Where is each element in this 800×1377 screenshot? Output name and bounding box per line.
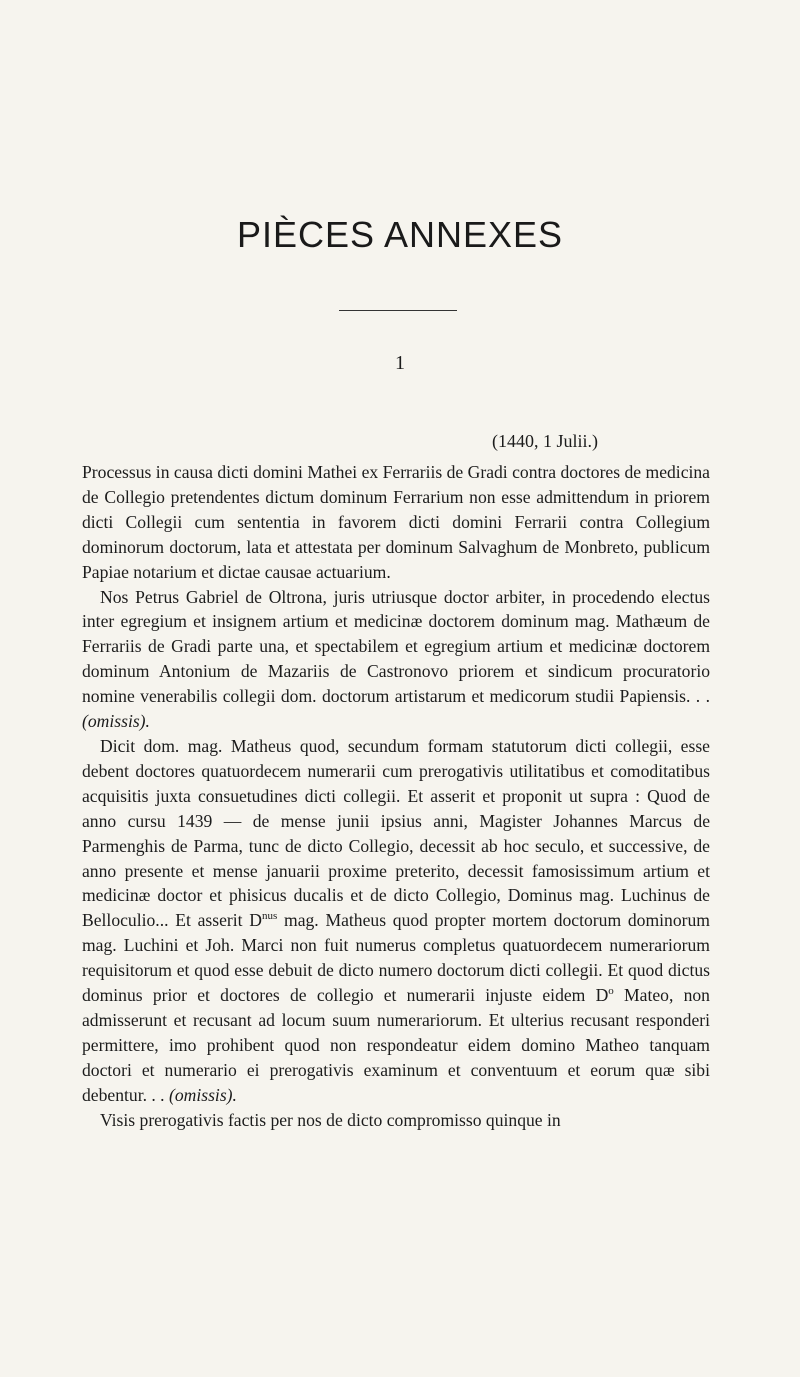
paragraph-4-text: Visis prerogativis factis per nos de dicto compromisso quinque in [100,1109,561,1130]
abbreviation-superscript: nus [262,910,278,923]
date-note: (1440, 1 Julii.) [492,431,598,451]
paragraph-2-text: Nos Petrus Gabriel de Oltrona, juris utriusque doctor arbiter, in procedendo electus inter egregium et insignem artium et medicinæ doctorem dominum mag. Mathæum de Ferrariis de Gradi parte una, et spectabilem et egregium artium et medicinæ doctorem dominum Antonium de Mazariis de Castronovo priorem et sindicum procuratorio nomine venerabilis collegii dom. doctorum artistarum et medicorum studii Papiensis. . . [82,586,710,707]
section-number: 1 [395,352,405,374]
paragraph-visis [82,1108,710,1133]
abbreviation-superscript: o [608,985,614,998]
title-divider [339,310,457,311]
document-body [82,460,710,1132]
omission-note: (omissis). [168,1084,237,1105]
omission-note: (omissis). [82,711,150,732]
paragraph-dicit-dom [82,734,710,1108]
paragraph-3-text-a: Dicit dom. mag. Matheus quod, secundum formam statutorum dicti collegii, esse debent doctores quatuordecem numerarii cum prerogativis utilitatibus et comoditatibus acquisitis juxta consuetudines dicti collegii. Et asserit et proponit ut supra : Quod de anno cursu 1439 — de mense junii ipsius anni, Magister Johannes Marcus de Parmenghis de Parma, tunc de dicto Collegio, decessit ab hoc seculo, et successive, de anno presente et mense januarii proxime preterito, decessit famosissimum artium et medicinæ doctor et phisicus ducalis et de dicto Collegio, Dominus mag. Luchinus de Belloculio... Et asserit D [82,735,710,931]
paragraph-3-text-b: mag. Matheus quod propter mortem doctorum dominorum mag. Luchini et Joh. Marci non fuit numerus completus quatuordecem numerariorum requisitorum et quod esse debuit de dicto numero doctorum dicti collegii. Et quod dictus dominus prior et doctores de collegio et numerarii injuste eidem D [82,910,710,1006]
paragraph-nos-petrus [82,585,710,734]
page-title: PIÈCES ANNEXES [236,214,564,255]
paragraph-1-text: Processus in causa dicti domini Mathei ex Ferrariis de Gradi contra doctores de medicina de Collegio pretendentes dictum dominum Ferrarium non esse admittendum in priorem dicti Collegii cum sententia in favorem dicti domini Ferrarii contra Collegium dominorum doctorum, lata et attestata per dominum Salvaghum de Monbreto, publicum Papiae notarium et dictae causae actuarium. [82,462,710,582]
paragraph-3-text-c: Mateo, non admisserunt et recusant ad locum suum numerariorum. Et ulterius recusant responderi permittere, imo prohibent quod non respondeatur eidem domino Matheo tanquam doctori et numerario ei prerogativis examinum et conventuum et eorum quæ sibi debentur. . . [82,985,710,1105]
paragraph-processus [82,460,710,585]
